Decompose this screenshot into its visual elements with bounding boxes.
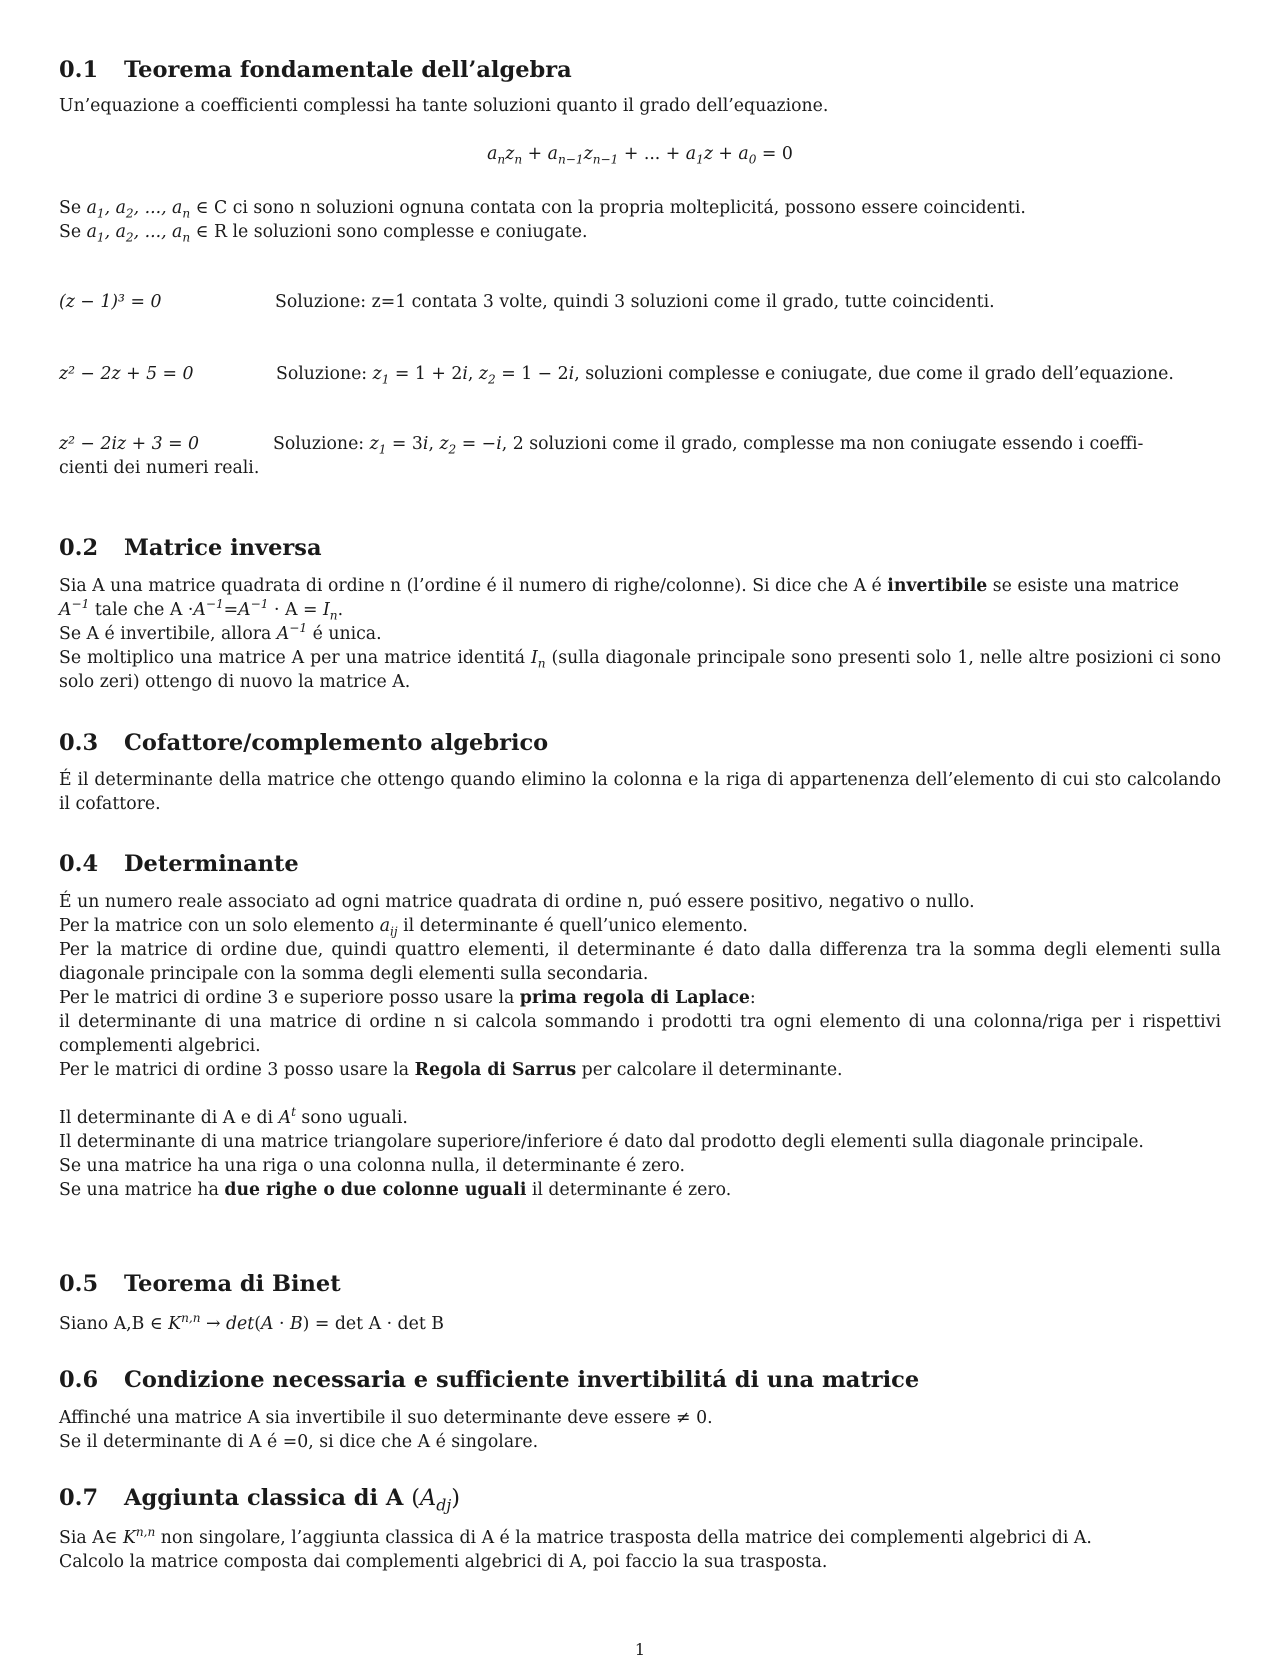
paragraph-adjugate-steps: Calcolo la matrice composta dai complementi algebrici di A, poi faccio la sua trasposta. (59, 1552, 828, 1572)
example-equation-2: z² − 2z + 5 = 0 (59, 364, 194, 384)
example-solution-1: Soluzione: z=1 contata 3 volte, quindi 3 soluzioni come il grado, tutte coincidenti. (275, 292, 995, 312)
paragraph-laplace-rule: il determinante di una matrice di ordine n si calcola sommando i prodotti tra ogni elemento di una colonna/riga per i rispettivi complementi algebrici. (59, 1012, 1221, 1056)
paragraph-invertibility-condition: Affinché una matrice A sia invertibile il suo determinante deve essere ≠ 0. (59, 1408, 713, 1428)
paragraph-transpose-determinant: Il determinante di A e di $A^t$ sono uguali. (59, 1105, 408, 1128)
example-solution-2: Soluzione: $z_1 = 1 + 2i$, $z_2 = 1 - 2i$, soluzioni complesse e coniugate, due come il grado dell’equazione. (276, 364, 1174, 387)
section-heading-0-3: 0.3 Cofattore/complemento algebrico (59, 730, 549, 756)
paragraph-adjugate-def: Sia A∈ K$^{n,n}$ non singolare, l’aggiunta classica di A é la matrice trasposta della matrice dei complementi algebrici di A. (59, 1525, 1092, 1548)
paragraph-equal-rows: Se una matrice ha due righe o due colonne uguali il determinante é zero. (59, 1180, 732, 1200)
section-number: 0.1 (59, 57, 99, 83)
page-number: 1 (634, 1640, 646, 1659)
paragraph-invertible-definition-cont: $A^{-1}$ tale che $A \cdot A^{-1}=A^{-1} \cdot A = I_n$. (59, 597, 344, 623)
paragraph-single-element: Per la matrice con un solo elemento $a_{ij}$ il determinante é quell’unico elemento. (59, 916, 748, 939)
paragraph-triangular: Il determinante di una matrice triangolare superiore/inferiore é dato dal prodotto degli elementi sulla diagonale principale. (59, 1132, 1144, 1152)
example-solution-3: Soluzione: $z_1 = 3i$, $z_2 = -i$, 2 soluzioni come il grado, complesse ma non coniugate essendo i coeffi- (273, 434, 1144, 457)
paragraph-null-row: Se una matrice ha una riga o una colonna nulla, il determinante é zero. (59, 1156, 686, 1176)
paragraph-complex-coefficients: Se $a_1$, $a_2$, ..., $a_n$ ∈ C ci sono n soluzioni ognuna contata con la propria molteplicitá, possono essere coincidenti. (59, 198, 1026, 221)
example-solution-3-continued: cienti dei numeri reali. (59, 458, 260, 478)
paragraph-cofactor: É il determinante della matrice che ottengo quando elimino la colonna e la riga di appartenenza dell’elemento di cui sto calcolando il cofattore. (59, 770, 1221, 814)
polynomial-equation: $a_nz_n + a_{n-1}z_{n-1}$ + ... + $a_1z + a_0 = 0$ (487, 144, 793, 167)
paragraph-inverse-unique: Se A é invertibile, allora $A^{-1}$ é unica. (59, 621, 382, 644)
paragraph-singular: Se il determinante di A é =0, si dice che A é singolare. (59, 1432, 539, 1452)
section-heading-0-5: 0.5 Teorema di Binet (59, 1271, 341, 1297)
paragraph: Un’equazione a coefficienti complessi ha tante soluzioni quanto il grado dell’equazione. (59, 96, 829, 116)
paragraph-laplace: Per le matrici di ordine 3 e superiore posso usare la prima regola di Laplace: (59, 988, 756, 1008)
section-heading-0-4: 0.4 Determinante (59, 851, 299, 877)
example-equation-3: z² − 2iz + 3 = 0 (59, 434, 200, 454)
paragraph-real-coefficients: Se $a_1$, $a_2$, ..., $a_n$ ∈ R le soluzioni sono complesse e coniugate. (59, 222, 588, 245)
paragraph-order-two: Per la matrice di ordine due, quindi quattro elementi, il determinante é dato dalla differenza tra la somma degli elementi sulla diagonale principale con la somma degli elementi sulla secondaria. (59, 940, 1221, 984)
section-title: Teorema fondamentale dell’algebra (124, 57, 572, 83)
paragraph-identity-matrix: Se moltiplico una matrice A per una matrice identitá $I_n$ (sulla diagonale principale sono presenti solo 1, nelle altre posizioni ci sono solo zeri) ottengo di nuovo la matrice A. (59, 648, 1221, 692)
paragraph-sarrus: Per le matrici di ordine 3 posso usare la Regola di Sarrus per calcolare il determinante. (59, 1060, 843, 1080)
section-heading-0-6: 0.6 Condizione necessaria e sufficiente invertibilitá di una matrice (59, 1367, 920, 1393)
example-equation-1: (z − 1)³ = 0 (59, 292, 162, 312)
section-heading-0-7: 0.7 Aggiunta classica di A $(A_{dj})$ (59, 1485, 461, 1515)
paragraph-invertible-definition: Sia A una matrice quadrata di ordine n (l’ordine é il numero di righe/colonne). Si dice che A é invertibile se esiste una matrice (59, 576, 1179, 596)
section-heading-0-1 (59, 56, 572, 84)
paragraph-binet: Siano A,B ∈ K$^{n,n}$ → det(A · B) = det A · det B (59, 1311, 444, 1334)
paragraph-determinant-def: É un numero reale associato ad ogni matrice quadrata di ordine n, puó essere positivo, negativo o nullo. (59, 892, 975, 912)
section-heading-0-2: 0.2 Matrice inversa (59, 535, 322, 561)
